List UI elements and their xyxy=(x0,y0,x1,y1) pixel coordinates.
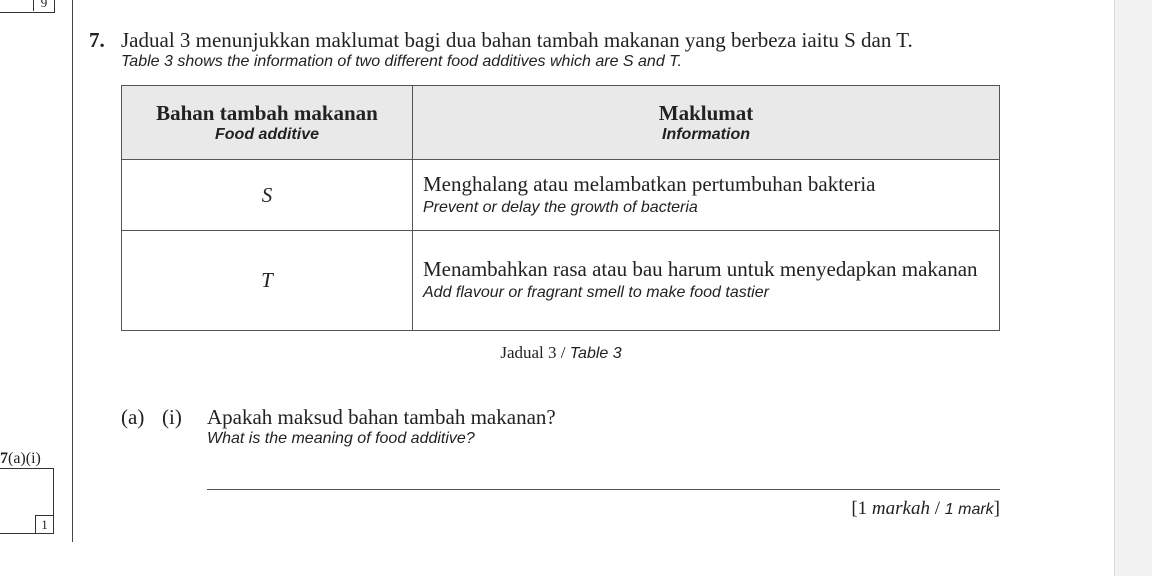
caption-ms: Jadual 3 / xyxy=(500,343,566,362)
table-row xyxy=(122,231,1000,331)
additive-name: T xyxy=(122,231,413,331)
sub-question-text-en: What is the meaning of food additive? xyxy=(207,430,475,447)
header-food-additive xyxy=(122,86,413,160)
margin-rule xyxy=(72,0,73,542)
question-text-ms: Jadual 3 menunjukkan maklumat bagi dua bahan tambah makanan yang berbeza iaitu S dan T. xyxy=(121,28,913,52)
marks-en: 1 mark xyxy=(944,501,994,518)
marks-allocation xyxy=(851,498,1000,520)
header-label-ms: Bahan tambah makanan xyxy=(156,101,378,125)
examiner-label-number: 7 xyxy=(0,450,8,467)
part-label: (a) xyxy=(121,405,145,429)
info-text-en: Add flavour or fragrant smell to make food tastier xyxy=(423,284,769,301)
marks-ms: markah xyxy=(871,498,930,519)
page-edge-gutter xyxy=(1114,0,1152,576)
previous-score-box xyxy=(0,0,55,13)
caption-en: Table 3 xyxy=(569,345,622,362)
table-caption xyxy=(0,343,1122,363)
answer-line[interactable] xyxy=(207,489,1000,490)
page-corner-number: 9 xyxy=(33,0,54,11)
sub-question-text-ms: Apakah maksud bahan tambah makanan? xyxy=(207,405,556,429)
examiner-label-part: (a)(i) xyxy=(8,450,41,467)
marks-close: ] xyxy=(993,498,1000,519)
question-number: 7. xyxy=(89,28,105,52)
header-label-ms: Maklumat xyxy=(658,101,754,125)
header-information xyxy=(413,86,1000,160)
info-text-ms: Menambahkan rasa atau bau harum untuk menyedapkan makanan xyxy=(423,257,978,281)
table-row xyxy=(122,160,1000,231)
table-header-row xyxy=(122,86,1000,160)
subpart-label: (i) xyxy=(162,405,182,429)
additive-info xyxy=(413,160,1000,231)
header-label-en: Information xyxy=(662,126,750,143)
additive-info xyxy=(413,231,1000,331)
food-additive-table xyxy=(121,85,1000,331)
header-label-en: Food additive xyxy=(215,126,319,143)
marks-separator: / xyxy=(934,498,941,519)
info-text-en: Prevent or delay the growth of bacteria xyxy=(423,198,698,216)
info-text-ms: Menghalang atau melambatkan pertumbuhan bakteria xyxy=(423,171,876,196)
additive-name: S xyxy=(122,160,413,231)
question-text-en: Table 3 shows the information of two different food additives which are S and T. xyxy=(121,53,682,70)
marks-open: [1 xyxy=(851,498,868,519)
max-score: 1 xyxy=(35,515,53,533)
examiner-question-label xyxy=(0,450,41,468)
examiner-score-box xyxy=(0,468,54,534)
